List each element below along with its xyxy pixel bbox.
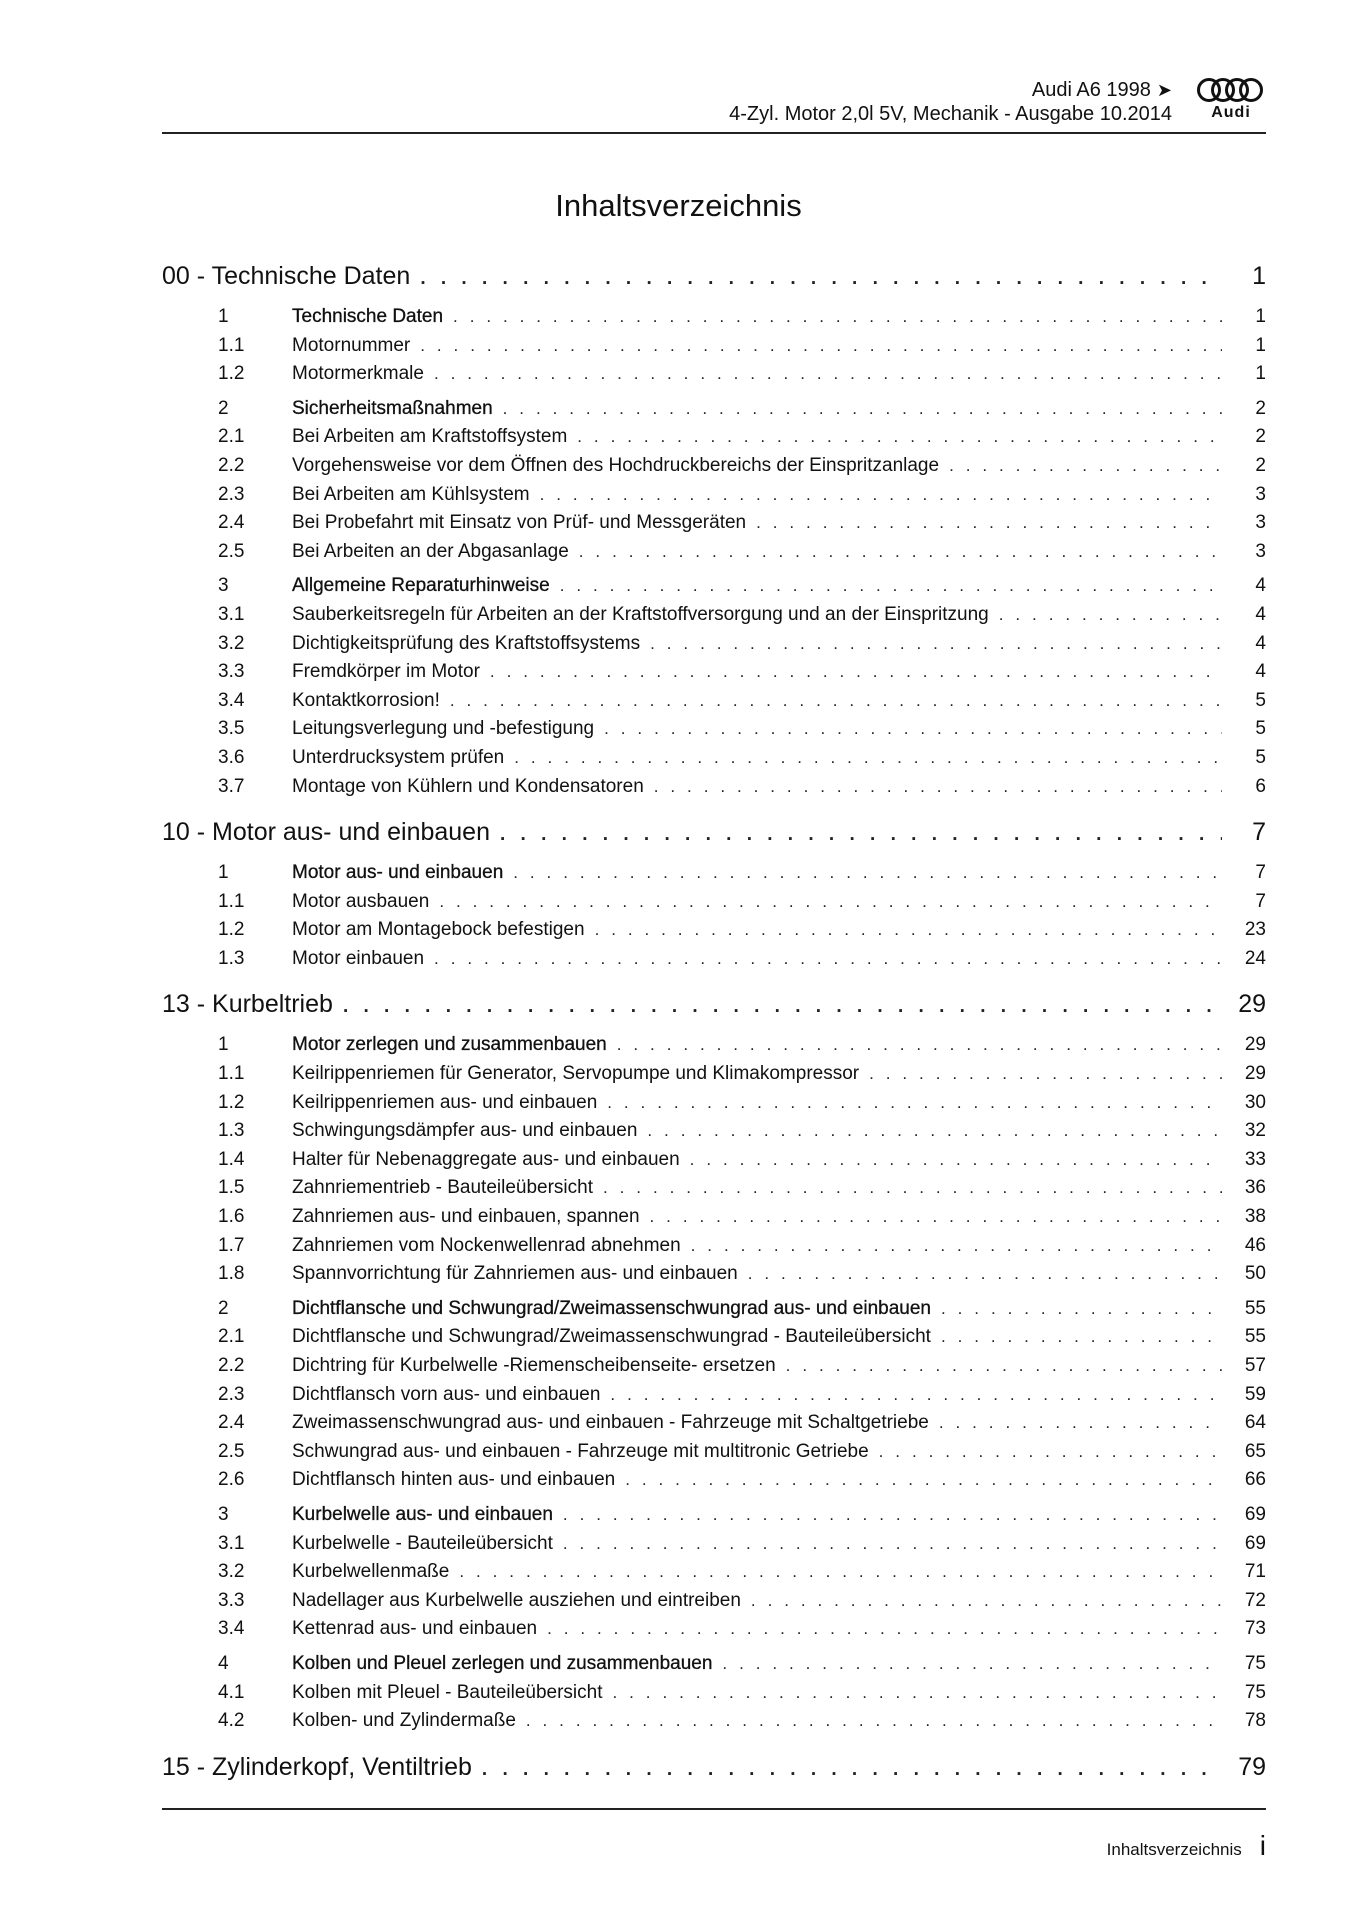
entry-label: Keilrippenriemen aus- und einbauen: [292, 1091, 598, 1113]
audi-brand-text: Audi: [1211, 104, 1251, 121]
toc-subsection[interactable]: [162, 1533, 1266, 1562]
dot-leader: [999, 605, 1222, 625]
dot-leader: [654, 777, 1222, 797]
entry-page-number: 73: [1244, 1618, 1266, 1640]
dot-leader: [647, 1121, 1222, 1141]
toc-subsection[interactable]: [162, 1206, 1266, 1235]
entry-page-number: 57: [1244, 1355, 1266, 1376]
entry-label: Dichtflansch hinten aus- und einbauen: [292, 1469, 616, 1491]
entry-number: 3.4: [218, 1618, 245, 1640]
entry-number: 1: [218, 862, 229, 884]
dot-leader: [756, 513, 1222, 533]
entry-number: 3.7: [218, 775, 245, 797]
audi-rings-icon: [1196, 76, 1266, 104]
toc-subsection[interactable]: [162, 1710, 1266, 1739]
dot-leader: [625, 1470, 1222, 1490]
entry-label: Halter für Nebenaggregate aus- und einbauen: [292, 1148, 680, 1170]
toc-chapter[interactable]: [162, 818, 1266, 856]
dot-leader: [420, 336, 1222, 356]
dot-leader: [722, 1654, 1222, 1674]
entry-page-number: 5: [1255, 689, 1266, 711]
entry-label: Bei Probefahrt mit Einsatz von Prüf- und Messgeräten: [292, 512, 747, 534]
dot-leader: [595, 920, 1222, 940]
entry-page-number: 29: [1244, 1063, 1266, 1085]
entry-page-number: 75: [1244, 1652, 1266, 1674]
header-model: Audi A6 1998: [1031, 79, 1151, 101]
dot-leader: [691, 1236, 1222, 1256]
entry-number: 3: [218, 575, 229, 597]
dot-leader: [650, 634, 1222, 654]
toc-section[interactable]: [162, 1034, 1266, 1063]
toc-subsection[interactable]: [162, 1263, 1266, 1292]
toc-subsection[interactable]: [162, 776, 1266, 805]
toc-subsection[interactable]: [162, 512, 1266, 541]
entry-number: 4.1: [218, 1681, 245, 1703]
toc-subsection[interactable]: [162, 1177, 1266, 1206]
entry-label: Dichtring für Kurbelwelle -Riemenscheibenseite- ersetzen: [292, 1355, 776, 1376]
toc-chapter[interactable]: [162, 1753, 1266, 1791]
toc-subsection[interactable]: [162, 1235, 1266, 1264]
entry-label: Dichtflansch vorn aus- und einbauen: [292, 1383, 601, 1405]
page-title: Inhaltsverzeichnis: [555, 188, 802, 223]
entry-label: Zweimassenschwungrad aus- und einbauen - Fahrzeuge mit Schaltgetriebe: [292, 1412, 929, 1434]
entry-page-number: 29: [1238, 990, 1266, 1019]
toc-section[interactable]: [162, 575, 1266, 604]
entry-number: 1.3: [218, 1120, 245, 1142]
toc-subsection[interactable]: [162, 891, 1266, 920]
entry-number: 1: [218, 306, 229, 327]
entry-number: 3.3: [218, 1589, 245, 1611]
dot-leader: [607, 1093, 1222, 1113]
dot-leader: [748, 1264, 1222, 1284]
entry-page-number: 2: [1255, 454, 1266, 476]
dot-leader: [434, 364, 1222, 384]
entry-page-number: 1: [1252, 262, 1266, 290]
entry-label: 00 - Technische Daten: [162, 262, 411, 290]
entry-number: 1.1: [218, 890, 245, 912]
entry-page-number: 2: [1255, 426, 1266, 448]
dot-leader: [650, 1207, 1222, 1227]
dot-leader: [579, 542, 1222, 562]
entry-label: Vorgehensweise vor dem Öffnen des Hochdruckbereichs der Einspritzanlage: [292, 454, 940, 476]
entry-number: 1.6: [218, 1206, 245, 1228]
entry-number: 1.2: [218, 363, 245, 385]
entry-page-number: 23: [1244, 919, 1266, 941]
page-footer: [1107, 1830, 1266, 1862]
entry-page-number: 3: [1255, 512, 1266, 534]
entry-label: Leitungsverlegung und -befestigung: [292, 718, 595, 740]
toc-subsection[interactable]: [162, 1618, 1266, 1647]
toc-section[interactable]: [162, 862, 1266, 891]
toc-subsection[interactable]: [162, 426, 1266, 455]
entry-page-number: 75: [1244, 1681, 1266, 1703]
entry-number: 2.1: [218, 1326, 245, 1348]
entry-label: Dichtflansche und Schwungrad/Zweimassenschwungrad - Bauteileübersicht: [292, 1326, 931, 1348]
entry-page-number: 59: [1244, 1383, 1266, 1405]
dot-leader: [420, 268, 1222, 290]
entry-number: 2.6: [218, 1469, 245, 1491]
toc-section[interactable]: [162, 306, 1266, 335]
entry-number: 2.4: [218, 512, 245, 534]
audi-logo: [1196, 76, 1266, 122]
dot-leader: [610, 1385, 1222, 1405]
entry-label: Keilrippenriemen für Generator, Servopumpe und Klimakompressor: [292, 1063, 860, 1085]
entry-label: Motor einbauen: [292, 947, 425, 969]
dot-leader: [547, 1619, 1222, 1639]
entry-number: 2.3: [218, 483, 245, 505]
dot-leader: [453, 307, 1222, 327]
entry-label: Nadellager aus Kurbelwelle ausziehen und eintreiben: [292, 1589, 741, 1611]
entry-number: 2.4: [218, 1412, 245, 1434]
entry-label: Schwingungsdämpfer aus- und einbauen: [292, 1120, 638, 1142]
entry-number: 1.2: [218, 919, 245, 941]
entry-page-number: 5: [1255, 718, 1266, 740]
entry-label: Montage von Kühlern und Kondensatoren: [292, 775, 644, 797]
entry-label: Zahnriementrieb - Bauteileübersicht: [292, 1177, 593, 1199]
entry-label: Spannvorrichtung für Zahnriemen aus- und einbauen: [292, 1263, 738, 1285]
entry-page-number: 1: [1255, 306, 1266, 327]
dot-leader: [690, 1150, 1222, 1170]
dot-leader: [482, 1759, 1222, 1781]
entry-number: 2.2: [218, 1355, 245, 1376]
toc-section[interactable]: [162, 398, 1266, 427]
toc-subsection[interactable]: [162, 1092, 1266, 1121]
entry-number: 2.2: [218, 454, 245, 476]
header-subtitle: 4-Zyl. Motor 2,0l 5V, Mechanik - Ausgabe 10.2014: [729, 103, 1172, 125]
dot-leader: [560, 576, 1222, 596]
toc-subsection[interactable]: [162, 363, 1266, 392]
entry-label: Bei Arbeiten am Kühlsystem: [292, 483, 530, 505]
entry-page-number: 4: [1255, 632, 1266, 654]
entry-number: 2.3: [218, 1383, 245, 1405]
entry-label: Motor aus- und einbauen: [292, 862, 504, 884]
entry-page-number: 32: [1244, 1120, 1266, 1142]
entry-page-number: 79: [1238, 1752, 1266, 1781]
entry-page-number: 3: [1255, 483, 1266, 505]
dot-leader: [563, 1505, 1222, 1525]
dot-leader: [503, 399, 1222, 419]
dot-leader: [869, 1064, 1222, 1084]
entry-label: Fremdkörper im Motor: [292, 661, 480, 683]
toc-section[interactable]: [162, 1504, 1266, 1533]
arrow-right-icon: ➤: [1156, 80, 1172, 100]
entry-page-number: 50: [1244, 1263, 1266, 1285]
entry-label: Technische Daten: [292, 306, 444, 327]
dot-leader: [513, 863, 1222, 883]
entry-page-number: 2: [1255, 397, 1266, 419]
entry-number: 3.5: [218, 718, 245, 740]
entry-page-number: 33: [1244, 1148, 1266, 1170]
toc-subsection[interactable]: [162, 1355, 1266, 1384]
entry-number: 1.5: [218, 1177, 245, 1199]
entry-number: 3.1: [218, 1532, 245, 1554]
toc-subsection[interactable]: [162, 541, 1266, 570]
entry-label: Allgemeine Reparaturhinweise: [292, 575, 550, 597]
entry-page-number: 46: [1244, 1234, 1266, 1256]
entry-label: Kolben und Pleuel zerlegen und zusammenbauen: [292, 1652, 713, 1674]
entry-label: Motor ausbauen: [292, 890, 430, 912]
toc-subsection[interactable]: [162, 1120, 1266, 1149]
toc-subsection[interactable]: [162, 1063, 1266, 1092]
toc-subsection[interactable]: [162, 1149, 1266, 1178]
entry-number: 3.2: [218, 1561, 245, 1583]
entry-label: 10 - Motor aus- und einbauen: [162, 818, 490, 847]
entry-number: 1.8: [218, 1263, 245, 1285]
entry-label: Sicherheitsmaßnahmen: [292, 397, 493, 419]
entry-number: 1.1: [218, 1063, 245, 1085]
entry-label: Kolben- und Zylindermaße: [292, 1710, 516, 1732]
entry-number: 3.6: [218, 746, 245, 768]
dot-leader: [786, 1356, 1222, 1376]
dot-leader: [941, 1299, 1222, 1319]
entry-page-number: 71: [1244, 1561, 1266, 1583]
toc-subsection[interactable]: [162, 1682, 1266, 1711]
entry-page-number: 64: [1244, 1412, 1266, 1434]
dot-leader: [459, 1562, 1222, 1582]
entry-page-number: 6: [1255, 775, 1266, 797]
dot-leader: [563, 1534, 1222, 1554]
entry-number: 4.2: [218, 1710, 245, 1732]
entry-label: Dichtflansche und Schwungrad/Zweimassenschwungrad aus- und einbauen: [292, 1297, 931, 1319]
toc-subsection[interactable]: [162, 335, 1266, 364]
toc-subsection[interactable]: [162, 604, 1266, 633]
toc-subsection[interactable]: [162, 747, 1266, 776]
entry-number: 3.2: [218, 632, 245, 654]
entry-number: 1.2: [218, 1091, 245, 1113]
toc-subsection[interactable]: [162, 1561, 1266, 1590]
entry-page-number: 55: [1244, 1326, 1266, 1348]
entry-page-number: 5: [1255, 746, 1266, 768]
entry-number: 2.5: [218, 1440, 245, 1462]
page-header: [729, 78, 1172, 126]
dot-leader: [879, 1442, 1222, 1462]
entry-label: Motor am Montagebock befestigen: [292, 919, 585, 941]
entry-label: Bei Arbeiten am Kraftstoffsystem: [292, 426, 568, 448]
dot-leader: [490, 662, 1222, 682]
entry-page-number: 36: [1244, 1177, 1266, 1199]
entry-number: 3: [218, 1503, 229, 1525]
entry-page-number: 1: [1255, 334, 1266, 356]
entry-label: Kettenrad aus- und einbauen: [292, 1618, 538, 1640]
entry-page-number: 72: [1244, 1589, 1266, 1611]
entry-page-number: 4: [1255, 575, 1266, 597]
entry-number: 2: [218, 1297, 229, 1319]
table-of-contents: [162, 262, 1266, 1791]
entry-page-number: 3: [1255, 540, 1266, 562]
entry-label: Kurbelwelle aus- und einbauen: [292, 1503, 553, 1525]
dot-leader: [577, 427, 1222, 447]
entry-page-number: 7: [1252, 818, 1266, 847]
entry-page-number: 1: [1255, 363, 1266, 385]
entry-label: Bei Arbeiten an der Abgasanlage: [292, 540, 569, 562]
toc-subsection[interactable]: [162, 1384, 1266, 1413]
entry-label: 15 - Zylinderkopf, Ventiltrieb: [162, 1752, 472, 1781]
entry-label: Schwungrad aus- und einbauen - Fahrzeuge mit multitronic Getriebe: [292, 1440, 869, 1462]
footer-rule: [162, 1808, 1266, 1810]
dot-leader: [439, 892, 1222, 912]
toc-chapter[interactable]: [162, 262, 1266, 300]
dot-leader: [603, 1178, 1222, 1198]
toc-subsection[interactable]: [162, 633, 1266, 662]
entry-number: 2: [218, 397, 229, 419]
entry-label: 13 - Kurbeltrieb: [162, 990, 333, 1019]
entry-page-number: 30: [1244, 1091, 1266, 1113]
entry-page-number: 24: [1244, 947, 1266, 969]
entry-number: 1.1: [218, 334, 245, 356]
entry-page-number: 69: [1244, 1503, 1266, 1525]
entry-page-number: 7: [1255, 862, 1266, 884]
dot-leader: [617, 1035, 1222, 1055]
entry-label: Kurbelwelle - Bauteileübersicht: [292, 1532, 553, 1554]
footer-page-number: i: [1259, 1830, 1266, 1861]
entry-label: Kontaktkorrosion!: [292, 689, 440, 711]
toc-subsection[interactable]: [162, 484, 1266, 513]
entry-label: Motormerkmale: [292, 363, 424, 385]
entry-label: Dichtigkeitsprüfung des Kraftstoffsystems: [292, 632, 641, 654]
entry-label: Zahnriemen aus- und einbauen, spannen: [292, 1206, 640, 1228]
toc-subsection[interactable]: [162, 1590, 1266, 1619]
entry-label: Zahnriemen vom Nockenwellenrad abnehmen: [292, 1234, 681, 1256]
dot-leader: [500, 824, 1222, 846]
toc-section[interactable]: [162, 1653, 1266, 1682]
toc-subsection[interactable]: [162, 948, 1266, 977]
entry-page-number: 55: [1244, 1297, 1266, 1319]
toc-subsection[interactable]: [162, 661, 1266, 690]
dot-leader: [941, 1327, 1222, 1347]
entry-number: 1.7: [218, 1234, 245, 1256]
toc-subsection[interactable]: [162, 1441, 1266, 1470]
dot-leader: [514, 748, 1222, 768]
entry-label: Kurbelwellenmaße: [292, 1561, 450, 1583]
dot-leader: [604, 719, 1222, 739]
toc-subsection[interactable]: [162, 690, 1266, 719]
toc-subsection[interactable]: [162, 455, 1266, 484]
entry-page-number: 29: [1244, 1034, 1266, 1056]
entry-number: 1.3: [218, 947, 245, 969]
entry-number: 3.4: [218, 689, 245, 711]
entry-page-number: 4: [1255, 603, 1266, 625]
entry-label: Kolben mit Pleuel - Bauteileübersicht: [292, 1681, 603, 1703]
entry-page-number: 7: [1255, 890, 1266, 912]
entry-number: 1: [218, 1034, 229, 1056]
dot-leader: [526, 1711, 1222, 1731]
dot-leader: [751, 1591, 1222, 1611]
toc-subsection[interactable]: [162, 1326, 1266, 1355]
toc-section[interactable]: [162, 1298, 1266, 1327]
header-rule: [162, 132, 1266, 134]
entry-number: 3.1: [218, 603, 245, 625]
entry-number: 1.4: [218, 1148, 245, 1170]
toc-subsection[interactable]: [162, 1412, 1266, 1441]
entry-number: 4: [218, 1652, 229, 1674]
entry-page-number: 4: [1255, 661, 1266, 683]
entry-label: Motornummer: [292, 334, 411, 356]
entry-label: Sauberkeitsregeln für Arbeiten an der Kraftstoffversorgung und an der Einspritzung: [292, 603, 989, 625]
dot-leader: [450, 691, 1222, 711]
dot-leader: [613, 1683, 1222, 1703]
entry-page-number: 66: [1244, 1469, 1266, 1491]
entry-number: 3.3: [218, 661, 245, 683]
toc-subsection[interactable]: [162, 919, 1266, 948]
toc-chapter[interactable]: [162, 990, 1266, 1028]
entry-page-number: 69: [1244, 1532, 1266, 1554]
entry-label: Motor zerlegen und zusammenbauen: [292, 1034, 607, 1056]
entry-label: Unterdrucksystem prüfen: [292, 746, 505, 768]
entry-page-number: 78: [1244, 1710, 1266, 1732]
dot-leader: [434, 949, 1222, 969]
dot-leader: [949, 456, 1222, 476]
entry-page-number: 38: [1244, 1206, 1266, 1228]
entry-number: 2.1: [218, 426, 245, 448]
dot-leader: [939, 1413, 1222, 1433]
dot-leader: [540, 485, 1222, 505]
entry-page-number: 65: [1244, 1440, 1266, 1462]
toc-subsection[interactable]: [162, 1469, 1266, 1498]
dot-leader: [343, 996, 1222, 1018]
footer-label: Inhaltsverzeichnis: [1106, 1840, 1242, 1859]
toc-subsection[interactable]: [162, 718, 1266, 747]
entry-number: 2.5: [218, 540, 245, 562]
